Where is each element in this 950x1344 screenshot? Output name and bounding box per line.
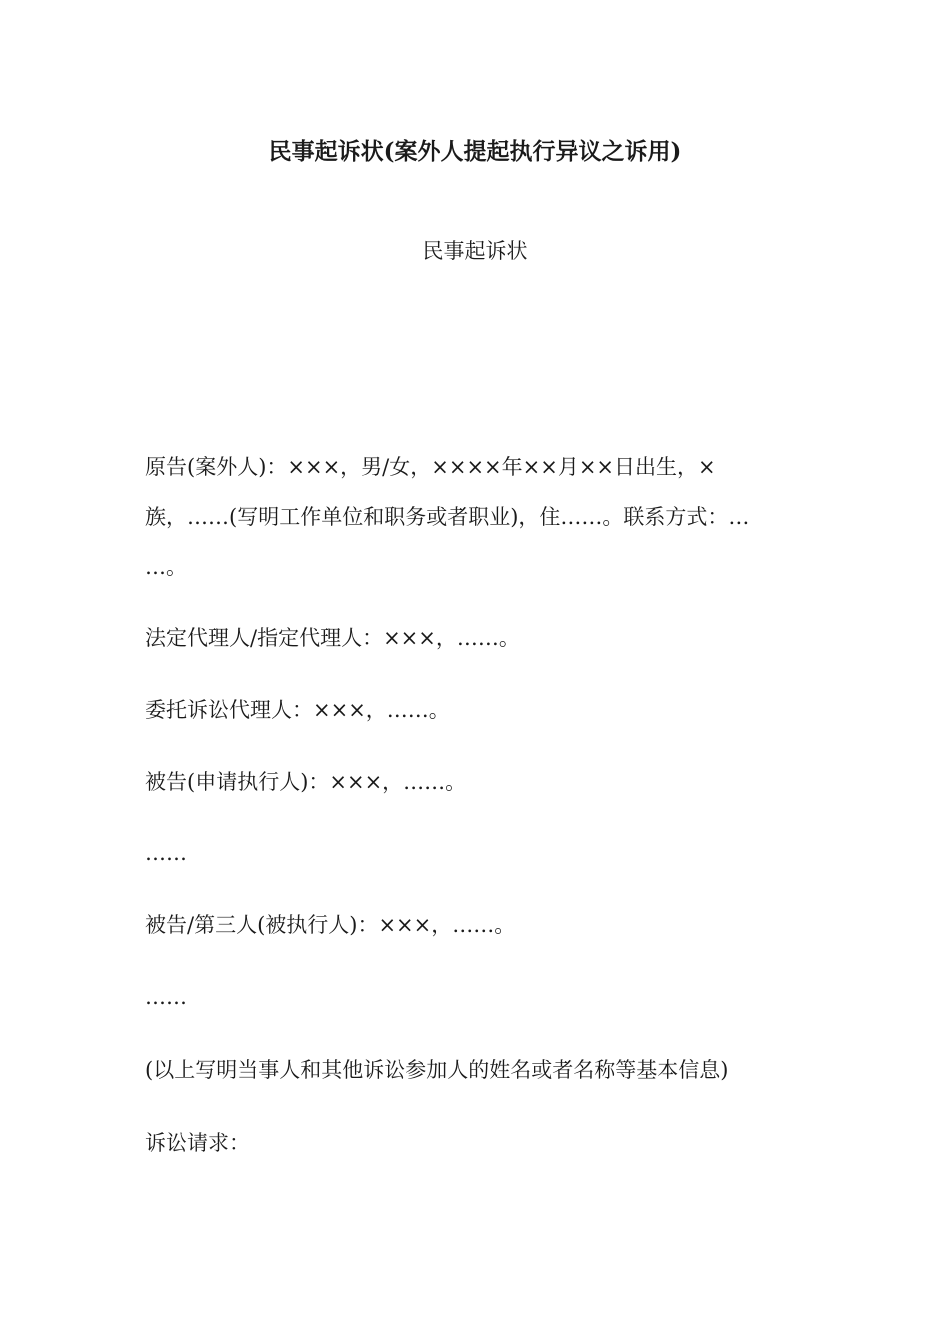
legal-representative-line: 法定代理人/指定代理人：×××，……。 xyxy=(145,626,520,650)
plaintiff-line-3: …。 xyxy=(145,555,187,579)
entrusted-agent-line: 委托诉讼代理人：×××，……。 xyxy=(145,698,450,722)
claims-heading: 诉讼请求： xyxy=(145,1131,250,1155)
document-subtitle: 民事起诉状 xyxy=(422,239,528,263)
plaintiff-paragraph xyxy=(145,452,810,602)
plaintiff-line-1: 原告(案外人)：×××，男/女，××××年××月××日出生，× xyxy=(145,455,716,479)
ellipsis-line-2: …… xyxy=(145,985,187,1009)
ellipsis-line-1: …… xyxy=(145,841,187,865)
parties-note: (以上写明当事人和其他诉讼参加人的姓名或者名称等基本信息) xyxy=(145,1058,729,1082)
plaintiff-line-2: 族，……(写明工作单位和职务或者职业)，住……。联系方式：… xyxy=(145,505,750,529)
defendant-line: 被告(申请执行人)：×××，……。 xyxy=(145,770,467,794)
third-party-line: 被告/第三人(被执行人)：×××，……。 xyxy=(145,913,516,937)
document-title: 民事起诉状(案外人提起执行异议之诉用) xyxy=(268,138,682,165)
